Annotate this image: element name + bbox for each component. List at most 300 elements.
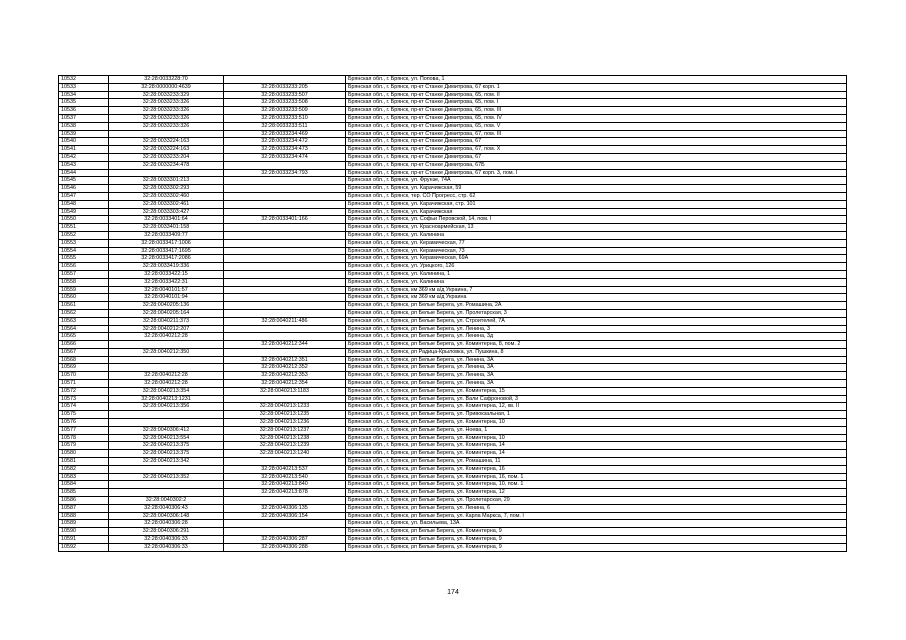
row-number-cell: 10563	[59, 317, 109, 325]
cadastral-number-cell	[109, 364, 224, 372]
address-cell: Брянская обл., г. Брянск, пр-кт Станке Димитрова, 65, пом. V	[346, 122, 847, 130]
cadastral-number-cell: 32:28:0040213:354	[109, 387, 224, 395]
address-cell: Брянская обл., г. Брянск, рп Белые Берега, ул. Ленина, 3А	[346, 356, 847, 364]
address-cell: Брянская обл., г. Брянск, ул. Калинина	[346, 231, 847, 239]
address-cell: Брянская обл., г. Брянск, рп Белые Берега, ул. Коминтерна, 8, пом. 2	[346, 341, 847, 349]
table-row	[59, 411, 847, 419]
table-row	[59, 504, 847, 512]
page-number: 174	[447, 589, 459, 596]
object-cadastral-number-cell: 32:28:0033233:511	[224, 122, 346, 130]
row-number-cell: 10579	[59, 442, 109, 450]
address-cell: Брянская обл., г. Брянск, пр-кт Станке Димитрова, 65, пом. II	[346, 91, 847, 99]
address-cell: Брянская обл., г. Брянск, ул. Калинина, 1	[346, 270, 847, 278]
table-row	[59, 419, 847, 427]
table-row	[59, 146, 847, 154]
row-number-cell: 10544	[59, 169, 109, 177]
address-cell: Брянская обл., г. Брянск, рп Белые Берега, ул. Коминтерна, 14	[346, 450, 847, 458]
address-cell: Брянская обл., г. Брянск, рп Белые Берега, ул. Привокзальная, 1	[346, 411, 847, 419]
table-row	[59, 543, 847, 551]
object-cadastral-number-cell	[224, 286, 346, 294]
address-cell: Брянская обл., г. Брянск, рп Белые Берега, ул. Ленина, 3	[346, 325, 847, 333]
address-cell: Брянская обл., г. Брянск, ул. Керамическая, 73	[346, 247, 847, 255]
cadastral-number-cell: 32:28:0040213:352	[109, 473, 224, 481]
cadastral-number-cell: 32:28:0033419:336	[109, 263, 224, 271]
cadastral-number-cell: 32:28:0033233:204	[109, 153, 224, 161]
row-number-cell: 10584	[59, 481, 109, 489]
row-number-cell: 10577	[59, 426, 109, 434]
table-row	[59, 239, 847, 247]
cadastral-number-cell: 32:28:0040306:28	[109, 520, 224, 528]
cadastral-number-cell: 32:28:0040213:375	[109, 442, 224, 450]
address-cell: Брянская обл., г. Брянск, пр-кт Станке Димитрова, 65, пом. IV	[346, 114, 847, 122]
cadastral-number-cell: 32:28:0033401:158	[109, 224, 224, 232]
cadastral-number-cell: 32:28:0040306:43	[109, 504, 224, 512]
cadastral-number-cell	[109, 411, 224, 419]
address-cell: Брянская обл., г. Брянск, ул. Керамическая, 69А	[346, 255, 847, 263]
cadastral-number-cell	[109, 130, 224, 138]
table-row	[59, 153, 847, 161]
row-number-cell: 10578	[59, 434, 109, 442]
row-number-cell: 10589	[59, 520, 109, 528]
cadastral-number-cell: 32:28:0033422:15	[109, 270, 224, 278]
address-cell: Брянская обл., г. Брянск, ул. Васильева, 13А	[346, 520, 847, 528]
object-cadastral-number-cell: 32:28:0033233:507	[224, 91, 346, 99]
object-cadastral-number-cell: 32:28:0040213:1237	[224, 426, 346, 434]
address-cell: Брянская обл., г. Брянск, рп Белые Берега, ул. Коминтерна, 10	[346, 434, 847, 442]
cadastral-number-cell	[109, 169, 224, 177]
address-cell: Брянская обл., г. Брянск, рп Белые Берега, ул. Ленина, 3А	[346, 372, 847, 380]
table-row	[59, 91, 847, 99]
cadastral-number-cell: 32:28:0040213:375	[109, 450, 224, 458]
object-cadastral-number-cell: 32:28:0040306:287	[224, 536, 346, 544]
cadastral-number-cell: 32:28:0040302:2	[109, 497, 224, 505]
table-row	[59, 325, 847, 333]
object-cadastral-number-cell: 32:28:0033234:469	[224, 130, 346, 138]
cadastral-number-cell: 32:28:0033234:478	[109, 161, 224, 169]
cadastral-number-cell: 32:28:0040212:28	[109, 372, 224, 380]
object-cadastral-number-cell: 32:28:0040213:1236	[224, 419, 346, 427]
table-row	[59, 302, 847, 310]
address-cell: Брянская обл., г. Брянск, рп Белые Берега, ул. Коминтерна, 12	[346, 489, 847, 497]
object-cadastral-number-cell: 32:28:0040211:486	[224, 317, 346, 325]
address-cell: Брянская обл., г. Брянск, ул. Карачижская	[346, 208, 847, 216]
table-row	[59, 528, 847, 536]
object-cadastral-number-cell	[224, 224, 346, 232]
records-table-body	[59, 76, 847, 552]
row-number-cell: 10567	[59, 348, 109, 356]
address-cell: Брянская обл., г. Брянск, рп Белые Берега, ул. Карла Маркса, 7, пом. I	[346, 512, 847, 520]
cadastral-number-cell: 32:28:0033303:427	[109, 208, 224, 216]
cadastral-number-cell: 32:28:0040306:291	[109, 528, 224, 536]
object-cadastral-number-cell: 32:28:0033234:793	[224, 169, 346, 177]
address-cell: Брянская обл., г. Брянск, рп Белые Берега, ул. Коминтерна, 14	[346, 442, 847, 450]
object-cadastral-number-cell	[224, 395, 346, 403]
object-cadastral-number-cell: 32:28:0040213:1238	[224, 434, 346, 442]
cadastral-number-cell: 32:28:0033233:326	[109, 122, 224, 130]
table-row	[59, 294, 847, 302]
object-cadastral-number-cell	[224, 278, 346, 286]
row-number-cell: 10588	[59, 512, 109, 520]
object-cadastral-number-cell	[224, 239, 346, 247]
table-row	[59, 387, 847, 395]
row-number-cell: 10539	[59, 130, 109, 138]
table-row	[59, 458, 847, 466]
address-cell: Брянская обл., г. Брянск, пр-кт Станке Димитрова, 67 корп. 3, пом. I	[346, 169, 847, 177]
cadastral-number-cell: 32:28:0033417:1006	[109, 239, 224, 247]
address-cell: Брянская обл., г. Брянск, пр-кт Станке Димитрова, 67	[346, 138, 847, 146]
cadastral-number-cell	[109, 465, 224, 473]
address-cell: Брянская обл., г. Брянск, пр-кт Станке Димитрова, 67, пом. X	[346, 146, 847, 154]
row-number-cell: 10551	[59, 224, 109, 232]
table-row	[59, 114, 847, 122]
row-number-cell: 10559	[59, 286, 109, 294]
table-row	[59, 309, 847, 317]
row-number-cell: 10566	[59, 341, 109, 349]
row-number-cell: 10552	[59, 231, 109, 239]
cadastral-number-cell	[109, 419, 224, 427]
cadastral-number-cell	[109, 341, 224, 349]
table-row	[59, 130, 847, 138]
table-row	[59, 333, 847, 341]
cadastral-number-cell: 32:28:0033228:70	[109, 76, 224, 84]
address-cell: Брянская обл., г. Брянск, ул. Фрунзе, 74А	[346, 177, 847, 185]
row-number-cell: 10565	[59, 333, 109, 341]
address-cell: Брянская обл., г. Брянск, рп Белые Берега, ул. Ромашина, 11	[346, 458, 847, 466]
row-number-cell: 10542	[59, 153, 109, 161]
object-cadastral-number-cell: 32:28:0040213:840	[224, 481, 346, 489]
cadastral-number-cell: 32:28:0033302:293	[109, 185, 224, 193]
cadastral-number-cell: 32:28:0033417:2086	[109, 255, 224, 263]
row-number-cell: 10553	[59, 239, 109, 247]
row-number-cell: 10570	[59, 372, 109, 380]
row-number-cell: 10555	[59, 255, 109, 263]
cadastral-number-cell: 32:28:0033401:64	[109, 216, 224, 224]
row-number-cell: 10543	[59, 161, 109, 169]
row-number-cell: 10587	[59, 504, 109, 512]
table-row	[59, 317, 847, 325]
address-cell: Брянская обл., г. Брянск, тер. СО Прогресс, стр. 62	[346, 192, 847, 200]
table-row	[59, 536, 847, 544]
object-cadastral-number-cell	[224, 263, 346, 271]
table-row	[59, 161, 847, 169]
address-cell: Брянская обл., г. Брянск, пр-кт Станке Димитрова, 67Б	[346, 161, 847, 169]
object-cadastral-number-cell: 32:28:0033233:205	[224, 83, 346, 91]
row-number-cell: 10548	[59, 200, 109, 208]
object-cadastral-number-cell	[224, 325, 346, 333]
table-row	[59, 99, 847, 107]
table-row	[59, 231, 847, 239]
cadastral-number-cell	[109, 489, 224, 497]
address-cell: Брянская обл., г. Брянск, ул. Красноармейская, 13	[346, 224, 847, 232]
table-row	[59, 216, 847, 224]
address-cell: Брянская обл., г. Брянск, км 369 км а/д Украина	[346, 294, 847, 302]
object-cadastral-number-cell	[224, 458, 346, 466]
address-cell: Брянская обл., г. Брянск, ул. Карачижская, 59	[346, 185, 847, 193]
row-number-cell: 10572	[59, 387, 109, 395]
address-cell: Брянская обл., г. Брянск, рп Белые Берега, ул. Ленина, 3д	[346, 333, 847, 341]
object-cadastral-number-cell	[224, 76, 346, 84]
table-row	[59, 107, 847, 115]
cadastral-number-cell: 32:28:0040213:1231	[109, 395, 224, 403]
records-table	[58, 75, 847, 552]
address-cell: Брянская обл., г. Брянск, рп Белые Берега, ул. Коминтерна, 10, пом. 1	[346, 481, 847, 489]
row-number-cell: 10562	[59, 309, 109, 317]
object-cadastral-number-cell: 32:28:0033234:473	[224, 146, 346, 154]
table-row	[59, 364, 847, 372]
cadastral-number-cell: 32:28:0040212:207	[109, 325, 224, 333]
table-row	[59, 465, 847, 473]
object-cadastral-number-cell: 32:28:0040213:1233	[224, 403, 346, 411]
row-number-cell: 10550	[59, 216, 109, 224]
cadastral-number-cell: 32:28:0040306:33	[109, 543, 224, 551]
cadastral-number-cell: 32:28:0000000:4639	[109, 83, 224, 91]
table-row	[59, 122, 847, 130]
row-number-cell: 10582	[59, 465, 109, 473]
cadastral-number-cell: 32:28:0033233:329	[109, 91, 224, 99]
table-row	[59, 185, 847, 193]
object-cadastral-number-cell: 32:28:0040212:344	[224, 341, 346, 349]
address-cell: Брянская обл., г. Брянск, пр-кт Станке Димитрова, 65, пом. I	[346, 99, 847, 107]
address-cell: Брянская обл., г. Брянск, пр-кт Станке Димитрова, 67, пом. III	[346, 130, 847, 138]
table-row	[59, 512, 847, 520]
object-cadastral-number-cell: 32:28:0040213:1183	[224, 387, 346, 395]
object-cadastral-number-cell: 32:28:0033234:474	[224, 153, 346, 161]
row-number-cell: 10535	[59, 99, 109, 107]
row-number-cell: 10561	[59, 302, 109, 310]
object-cadastral-number-cell	[224, 231, 346, 239]
object-cadastral-number-cell: 32:28:0040213:537	[224, 465, 346, 473]
row-number-cell: 10590	[59, 528, 109, 536]
table-row	[59, 426, 847, 434]
row-number-cell: 10568	[59, 356, 109, 364]
cadastral-number-cell: 32:28:0040306:412	[109, 426, 224, 434]
object-cadastral-number-cell: 32:28:0040306:288	[224, 543, 346, 551]
table-row	[59, 372, 847, 380]
row-number-cell: 10576	[59, 419, 109, 427]
address-cell: Брянская обл., г. Брянск, пр-кт Станке Димитрова, 67	[346, 153, 847, 161]
row-number-cell: 10536	[59, 107, 109, 115]
address-cell: Брянская обл., г. Брянск, рп Белые Берега, ул. Пролетарская, 3	[346, 309, 847, 317]
object-cadastral-number-cell	[224, 247, 346, 255]
object-cadastral-number-cell	[224, 208, 346, 216]
row-number-cell: 10532	[59, 76, 109, 84]
cadastral-number-cell: 32:28:0033409:77	[109, 231, 224, 239]
address-cell: Брянская обл., г. Брянск, ул. Керамическая, 77	[346, 239, 847, 247]
table-row	[59, 169, 847, 177]
row-number-cell: 10554	[59, 247, 109, 255]
row-number-cell: 10585	[59, 489, 109, 497]
object-cadastral-number-cell: 32:28:0040213:878	[224, 489, 346, 497]
cadastral-number-cell: 32:28:0040213:356	[109, 403, 224, 411]
cadastral-number-cell: 32:28:0033302:461	[109, 200, 224, 208]
table-row	[59, 473, 847, 481]
cadastral-number-cell: 32:28:0040212:350	[109, 348, 224, 356]
address-cell: Брянская обл., г. Брянск, рп Белые Берега, ул. Вали Сафроновой, 3	[346, 395, 847, 403]
object-cadastral-number-cell	[224, 302, 346, 310]
address-cell: Брянская обл., г. Брянск, ул. Софьи Перовской, 14, пом. I	[346, 216, 847, 224]
object-cadastral-number-cell: 32:28:0040212:352	[224, 364, 346, 372]
table-row	[59, 255, 847, 263]
cadastral-number-cell: 32:28:0040213:554	[109, 434, 224, 442]
row-number-cell: 10591	[59, 536, 109, 544]
object-cadastral-number-cell: 32:28:0040212:353	[224, 372, 346, 380]
object-cadastral-number-cell: 32:28:0033401:166	[224, 216, 346, 224]
table-row	[59, 481, 847, 489]
row-number-cell: 10574	[59, 403, 109, 411]
address-cell: Брянская обл., г. Брянск, рп Белые Берега, ул. Ленина, 3А	[346, 380, 847, 388]
row-number-cell: 10581	[59, 458, 109, 466]
cadastral-number-cell: 32:28:0040213:342	[109, 458, 224, 466]
object-cadastral-number-cell	[224, 200, 346, 208]
address-cell: Брянская обл., г. Брянск, рп Белые Берега, ул. Коминтерна, 9	[346, 536, 847, 544]
table-row	[59, 520, 847, 528]
object-cadastral-number-cell	[224, 270, 346, 278]
object-cadastral-number-cell	[224, 333, 346, 341]
row-number-cell: 10538	[59, 122, 109, 130]
cadastral-number-cell: 32:28:0040101:94	[109, 294, 224, 302]
table-row	[59, 278, 847, 286]
object-cadastral-number-cell	[224, 161, 346, 169]
table-row	[59, 286, 847, 294]
object-cadastral-number-cell: 32:28:0040212:351	[224, 356, 346, 364]
table-row	[59, 208, 847, 216]
row-number-cell: 10541	[59, 146, 109, 154]
address-cell: Брянская обл., г. Брянск, рп Белые Берега, ул. Пролетарская, 29	[346, 497, 847, 505]
object-cadastral-number-cell: 32:28:0040306:154	[224, 512, 346, 520]
address-cell: Брянская обл., г. Брянск, пр-кт Станке Димитрова, 67 корп. 1	[346, 83, 847, 91]
address-cell: Брянская обл., г. Брянск, рп Белые Берега, ул. Ленина, 6	[346, 504, 847, 512]
row-number-cell: 10540	[59, 138, 109, 146]
object-cadastral-number-cell: 32:28:0040212:354	[224, 380, 346, 388]
row-number-cell: 10547	[59, 192, 109, 200]
cadastral-number-cell	[109, 481, 224, 489]
object-cadastral-number-cell	[224, 497, 346, 505]
object-cadastral-number-cell: 32:28:0040213:540	[224, 473, 346, 481]
table-row	[59, 76, 847, 84]
address-cell: Брянская обл., г. Брянск, рп Белые Берега, ул. Коминтерна, 16, пом. 1	[346, 473, 847, 481]
object-cadastral-number-cell	[224, 192, 346, 200]
row-number-cell: 10583	[59, 473, 109, 481]
address-cell: Брянская обл., г. Брянск, рп Белые Берега, ул. Коминтерна, 15	[346, 387, 847, 395]
cadastral-number-cell: 32:28:0033302:460	[109, 192, 224, 200]
address-cell: Брянская обл., г. Брянск, ул. Карачижская, стр. 101	[346, 200, 847, 208]
address-cell: Брянская обл., г. Брянск, рп Белые Берега, ул. Коминтерна, 12, кв. II	[346, 403, 847, 411]
cadastral-number-cell: 32:28:0040212:28	[109, 380, 224, 388]
cadastral-number-cell: 32:28:0033233:326	[109, 99, 224, 107]
row-number-cell: 10534	[59, 91, 109, 99]
cadastral-number-cell: 32:28:0033417:1695	[109, 247, 224, 255]
cadastral-number-cell: 32:28:0040205:164	[109, 309, 224, 317]
table-row	[59, 263, 847, 271]
table-row	[59, 380, 847, 388]
row-number-cell: 10537	[59, 114, 109, 122]
cadastral-number-cell: 32:28:0033422:31	[109, 278, 224, 286]
cadastral-number-cell: 32:28:0033233:326	[109, 107, 224, 115]
cadastral-number-cell: 32:28:0040211:373	[109, 317, 224, 325]
table-row	[59, 434, 847, 442]
object-cadastral-number-cell	[224, 348, 346, 356]
table-row	[59, 489, 847, 497]
row-number-cell: 10545	[59, 177, 109, 185]
address-cell: Брянская обл., г. Брянск, рп Белые Берега, ул. Строителей, 7А	[346, 317, 847, 325]
table-row	[59, 200, 847, 208]
object-cadastral-number-cell: 32:28:0033234:472	[224, 138, 346, 146]
cadastral-number-cell: 32:28:0040212:28	[109, 333, 224, 341]
table-row	[59, 450, 847, 458]
object-cadastral-number-cell	[224, 309, 346, 317]
table-row	[59, 403, 847, 411]
address-cell: Брянская обл., г. Брянск, рп Белые Берега, ул. Ноева, 1	[346, 426, 847, 434]
cadastral-number-cell: 32:28:0033224:163	[109, 138, 224, 146]
row-number-cell: 10556	[59, 263, 109, 271]
row-number-cell: 10564	[59, 325, 109, 333]
object-cadastral-number-cell	[224, 294, 346, 302]
table-row	[59, 356, 847, 364]
row-number-cell: 10571	[59, 380, 109, 388]
table-row	[59, 224, 847, 232]
object-cadastral-number-cell: 32:28:0040213:1235	[224, 411, 346, 419]
table-row	[59, 138, 847, 146]
object-cadastral-number-cell	[224, 528, 346, 536]
row-number-cell: 10569	[59, 364, 109, 372]
row-number-cell: 10549	[59, 208, 109, 216]
row-number-cell: 10575	[59, 411, 109, 419]
cadastral-number-cell: 32:28:0033301:213	[109, 177, 224, 185]
address-cell: Брянская обл., г. Брянск, ул. Урицкого, 126	[346, 263, 847, 271]
table-row	[59, 83, 847, 91]
table-row	[59, 192, 847, 200]
cadastral-number-cell: 32:28:0040306:148	[109, 512, 224, 520]
address-cell: Брянская обл., г. Брянск, рп Белые Берега, ул. Коминтерна, 10	[346, 419, 847, 427]
row-number-cell: 10580	[59, 450, 109, 458]
object-cadastral-number-cell: 32:28:0040306:135	[224, 504, 346, 512]
object-cadastral-number-cell: 32:28:0033233:508	[224, 99, 346, 107]
object-cadastral-number-cell	[224, 177, 346, 185]
address-cell: Брянская обл., г. Брянск, ул. Попова, 1	[346, 76, 847, 84]
address-cell: Брянская обл., г. Брянск, рп Радица-Крыловка, ул. Пушкина, 8	[346, 348, 847, 356]
row-number-cell: 10592	[59, 543, 109, 551]
table-row	[59, 497, 847, 505]
object-cadastral-number-cell	[224, 255, 346, 263]
address-cell: Брянская обл., г. Брянск, пр-кт Станке Димитрова, 65, пом. III	[346, 107, 847, 115]
row-number-cell: 10573	[59, 395, 109, 403]
object-cadastral-number-cell: 32:28:0040213:1239	[224, 442, 346, 450]
table-row	[59, 247, 847, 255]
table-row	[59, 270, 847, 278]
address-cell: Брянская обл., г. Брянск, рп Белые Берега, ул. Коминтерна, 16	[346, 465, 847, 473]
row-number-cell: 10560	[59, 294, 109, 302]
object-cadastral-number-cell	[224, 185, 346, 193]
row-number-cell: 10533	[59, 83, 109, 91]
row-number-cell: 10557	[59, 270, 109, 278]
object-cadastral-number-cell: 32:28:0033233:510	[224, 114, 346, 122]
object-cadastral-number-cell: 32:28:0033233:509	[224, 107, 346, 115]
cadastral-number-cell: 32:28:0040205:136	[109, 302, 224, 310]
table-row	[59, 348, 847, 356]
address-cell: Брянская обл., г. Брянск, рп Белые Берега, ул. Коминтерна, 9	[346, 528, 847, 536]
table-row	[59, 442, 847, 450]
table-row	[59, 395, 847, 403]
address-cell: Брянская обл., г. Брянск, рп Белые Берега, ул. Ленина, 3А	[346, 364, 847, 372]
table-row	[59, 177, 847, 185]
object-cadastral-number-cell	[224, 520, 346, 528]
row-number-cell: 10546	[59, 185, 109, 193]
cadastral-number-cell: 32:28:0040101:57	[109, 286, 224, 294]
cadastral-number-cell: 32:28:0040306:33	[109, 536, 224, 544]
row-number-cell: 10558	[59, 278, 109, 286]
address-cell: Брянская обл., г. Брянск, км 369 км а/д Украина, 7	[346, 286, 847, 294]
cadastral-number-cell: 32:28:0033233:326	[109, 114, 224, 122]
